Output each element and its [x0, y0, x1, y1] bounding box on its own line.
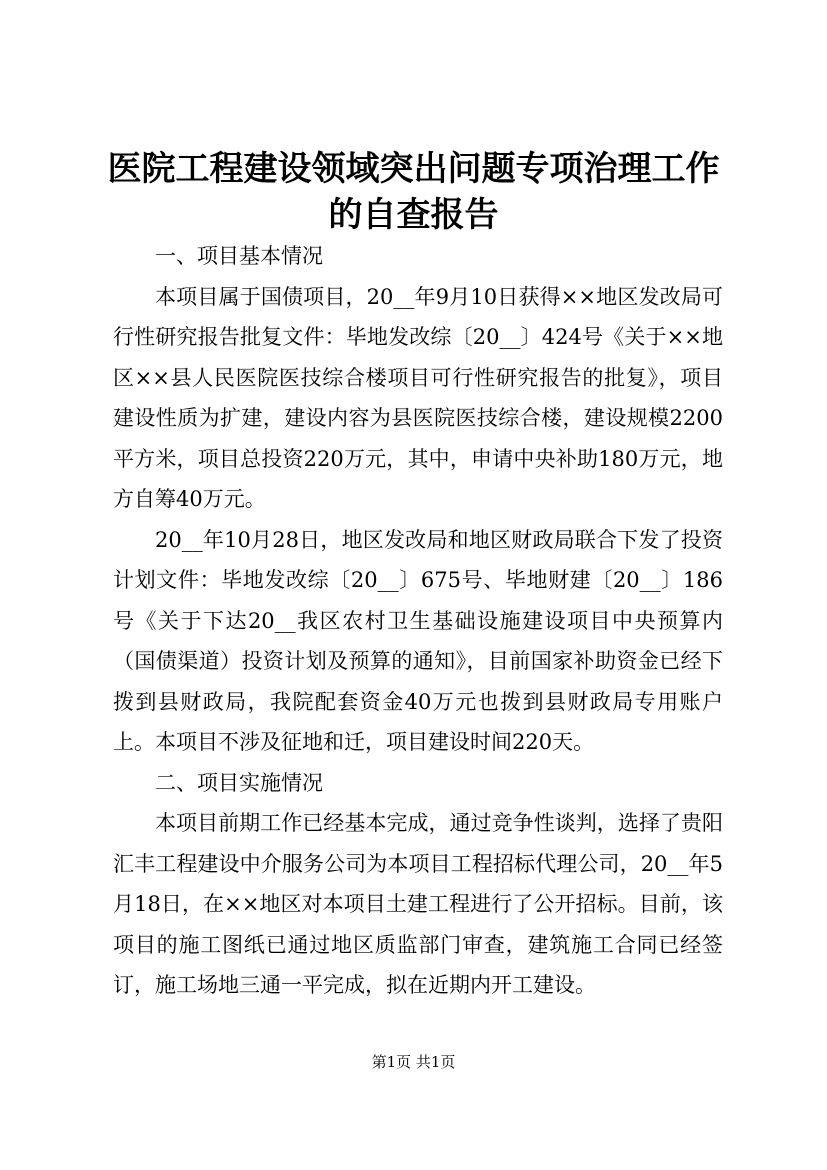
- document-title: 医院工程建设领域突出问题专项治理工作的自查报告: [107, 149, 720, 235]
- paragraph-investment-plan: 20__年10月28日，地区发改局和地区财政局联合下发了投资计划文件：毕地发改综〔20__〕675号、毕地财建〔20__〕186号《关于下达20__我区农村卫生基础设施建设项目中央预算内（国债渠道）投资计划及预算的通知》，目前国家补助资金已经下拨到县财政局，我院配套资金40万元也拨到县财政局专用账户上。本项目不涉及征地和迁，项目建设时间220天。: [113, 527, 723, 754]
- paragraph-implementation-status: 本项目前期工作已经基本完成，通过竞争性谈判，选择了贵阳汇丰工程建设中介服务公司为本项目工程招标代理公司，20__年5月18日，在××地区对本项目土建工程进行了公开招标。目前，该项目的施工图纸已通过地区质监部门审查，建筑施工合同已经签订，施工场地三通一平完成，拟在近期内开工建设。: [113, 811, 723, 997]
- section-heading-implementation: 二、项目实施情况: [155, 770, 323, 795]
- paragraph-project-approval: 本项目属于国债项目，20__年9月10日获得××地区发改局可行性研究报告批复文件：毕地发改综〔20__〕424号《关于××地区××县人民医院医技综合楼项目可行性研究报告的批复》，项目建设性质为扩建，建设内容为县医院医技综合楼，建设规模2200平方米，项目总投资220万元，其中，申请中央补助180万元，地方自筹40万元。: [113, 284, 723, 511]
- page-footer: 第1页 共1页: [371, 1053, 456, 1071]
- section-heading-basic-info: 一、项目基本情况: [155, 244, 323, 268]
- document-body: [113, 236, 723, 1006]
